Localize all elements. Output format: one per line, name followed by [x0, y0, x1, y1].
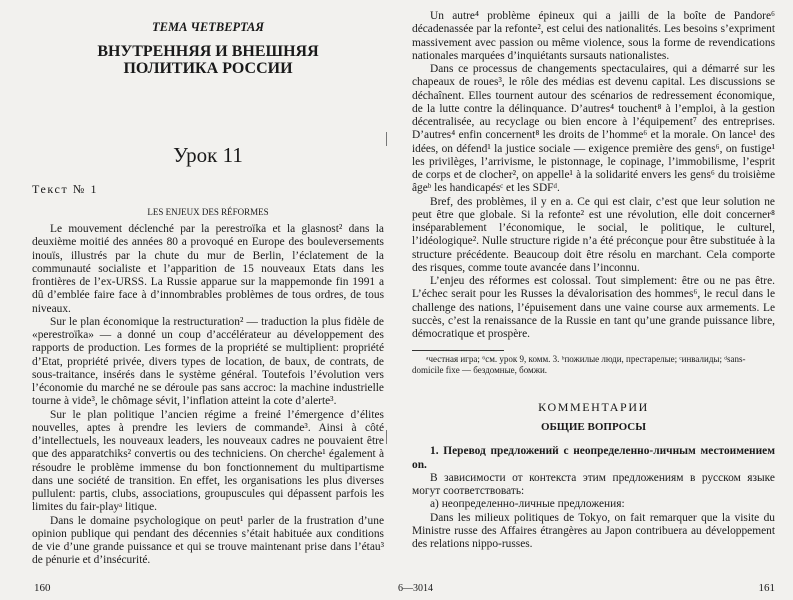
- gutter-mark: [386, 132, 387, 146]
- page-number-left: 160: [34, 582, 51, 594]
- paragraph: Bref, des problèmes, il y en a. Ce qui est clair, c’est que leur solution ne peut être que globale. Si la refonte² est une révolution, elle doit concerner⁸ inséparablement l’économique, le social, le politique, le culturel, l’idéologique². Nulle structure rigide n’a été préconçue pour être substituée à la structure précédente. Beaucoup doit être résolu en marchant. Cela comporte des risques, comme toute avancée dans l’inconnu.: [412, 195, 775, 274]
- footnote-divider: [412, 350, 504, 351]
- right-page: [398, 0, 793, 600]
- paragraph: Sur le plan politique l’ancien régime a freiné l’émergence d’élites nouvelles, aptes à prendre les leviers de commande³. Ainsi à côté d’intellectuels, les nouveaux leaders, les nouveaux cadres ne pouvaient être que des apparatchiks² convertis ou des techniciens. On cherche¹ également à résoudre le problème immense du bon fonctionnement du multipartisme dans une société de transition. En effet, les organisations les plus diverses pullulent: partis, clubs, associations, groupuscules qui dépassent parfois les limites du fair-playᵃ litique.: [32, 408, 384, 514]
- footnotes: ᵃчестная игра; ⁶см. урок 9, комм. 3. ᵇпожилые люди, престарелые; ᶜинвалиды; ᵈsans-domicile fixe — бездомные, бомжи.: [412, 354, 746, 376]
- gutter-mark: [386, 430, 387, 444]
- paragraph: Dans ce processus de changements spectaculaires, qui a démarré sur les chapeaux de roues³, le rôle des médias est devenu capital. Les discussions se déchaînent. Elles tournent autour des scénarios de redressement économique, de la lutte contre la délinquance. D’autres⁴ touchent⁸ à l’emploi, à la gestion décentralisée, au recyclage ou bien encore à l’équipement⁷ des entreprises. D’autres⁴ enfin concernent⁸ les droits de l’homme⁶ et la morale. On lance¹ des idées, on défend¹ la justice sociale — exigence première des gens⁶, on fustige¹ les privilèges, l’arrivisme, le pistonnage, le copinage, l’immobilisme, l’esprit de corps et de clocher², on appelle¹ à la solidarité envers les gens⁶ du troisième âgeᵇ les handicapésᶜ et les SDFᵈ.: [412, 63, 775, 195]
- paragraph: Dans le domaine psychologique on peut¹ parler de la frustration d’une opinion publique qui pendant des décennies s’était habituée aux conditions de vie d’une grande puissance et qui se trouve maintenant prise dans l’étau³ de pénurie et d’insécurité.: [32, 514, 384, 567]
- paragraph: Sur le plan économique la restructuration² — traduction la plus fidèle de «perestroïka» — a donné un coup d’accélérateur au développement des rapports de production. Les formes de la propriété se multiplient: propriété d’Etat, propriété privée, divers types de location, de baux, de contrats, de sous-traitance, insérés dans le système général. Toutefois l’évolution vers l’économie du marché ne se déroule pas sans accroc: la machine industrielle tourne à vide³, le chômage sévit, l’inflation atteint la cote d’alerte³.: [32, 315, 384, 408]
- article-title: LES ENJEUX DES RÉFORMES: [147, 207, 269, 217]
- section-heading: 1. Перевод предложений с неопределенно-личным местоимением on.: [412, 445, 775, 471]
- comments-heading: КОММЕНТАРИИ: [538, 400, 649, 415]
- paragraph: Un autre⁴ problème épineux qui a jailli de la boîte de Pandore⁶ décadenassée par la refonte², est celui des nationalités. Les besoins s’expriment massivement avec passion ou même violence, sous la forme de revendications nationales marquées d’inquiétants sursauts nationalistes.: [412, 10, 775, 62]
- paragraph: В зависимости от контекста этим предложениям в русском языке могут соответствовать:: [412, 471, 775, 497]
- paragraph: Le mouvement déclenché par la perestroïka et la glasnost² dans la deuxième moitié des années 80 a provoqué en Europe des bouleversements inouïs, illustrés par la chute du mur de Berlin, l’éclatement de la communauté socialiste et l’apparition de 15 nouveaux Etats dans les frontières de l’ex-URSS. La Russie apparue sur la mappemonde fin 1991 a dû d’emblée faire face à d’innombrables problèmes de tous ordres, de tous niveaux.: [32, 223, 384, 315]
- lesson-heading: Урок 11: [173, 143, 243, 167]
- topic-label: ТЕМА ЧЕТВЕРТАЯ: [152, 20, 264, 34]
- list-item: а) неопределенно-личные предложения:: [430, 498, 625, 511]
- page-number-right: 161: [758, 582, 775, 594]
- paragraph: L’enjeu des réformes est colossal. Tout simplement: être ou ne pas être. L’échec serait pour les Russes la dévalorisation des hommes⁶, le recul dans le challenge des nations, l’épuisement dans une vaine course aux armements. Le succès, c’est la renaissance de la Russie en tant qu’une grande puissance libre, démocratique et prospère.: [412, 275, 775, 340]
- example-sentence: Dans les milieux politiques de Tokyo, on fait remarquer que la visite du Ministre russe des Affaires étrangères au Japon contribuera au développement des relations nippo-russes.: [412, 511, 775, 550]
- text-number: Текст № 1: [32, 182, 99, 196]
- signature-mark: 6—3014: [398, 583, 433, 594]
- general-questions-heading: ОБЩИЕ ВОПРОСЫ: [540, 421, 647, 434]
- chapter-title-line1: ВНУТРЕННЯЯ И ВНЕШНЯЯ: [97, 43, 319, 60]
- chapter-title: [32, 43, 384, 77]
- chapter-title-line2: ПОЛИТИКА РОССИИ: [123, 60, 293, 77]
